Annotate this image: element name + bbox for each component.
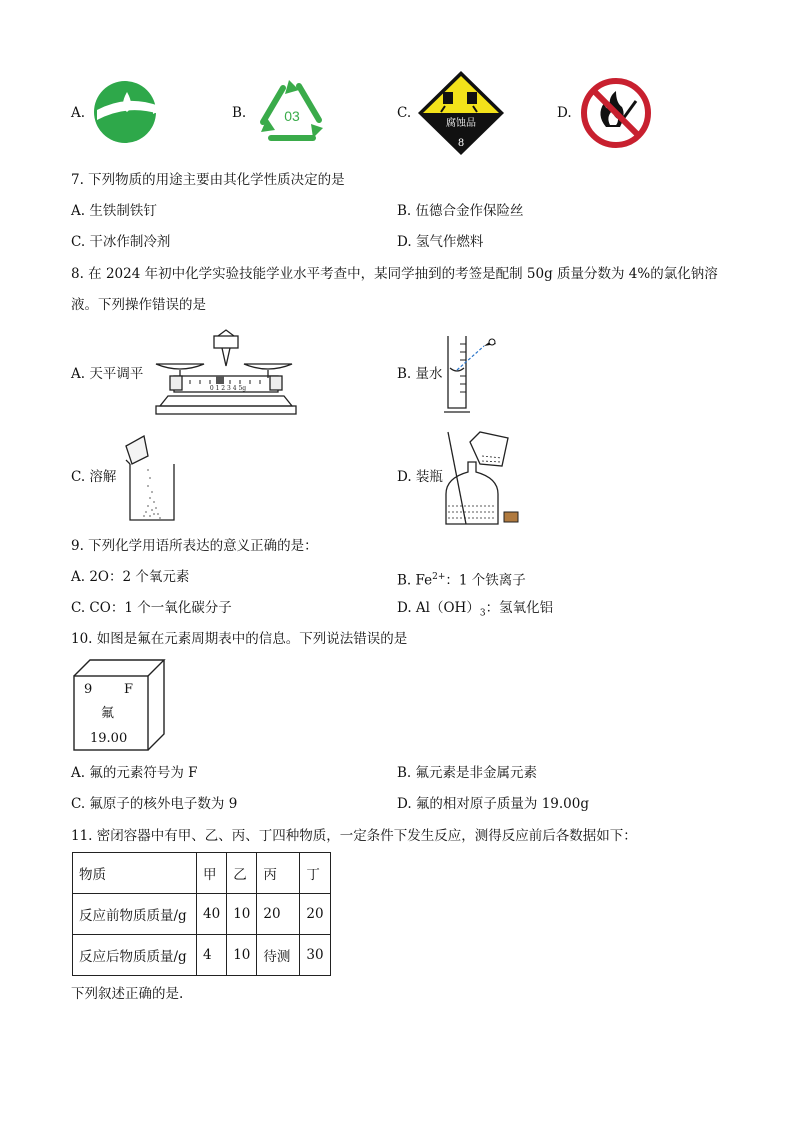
table-cell: 10 [227,894,257,935]
q11-footer: 下列叙述正确的是. [71,986,184,1002]
q10-option-a: A. 氟的元素符号为 F [71,765,198,781]
table-row [73,935,331,976]
recycle-code: 03 [284,108,300,124]
q9-option-b: B. $Fe^{2+}$：1 个铁离子 [397,572,526,589]
corrosive-sign-text: 腐蚀品 [446,118,476,129]
q6-option-a-letter: A. [71,105,86,121]
table-header-cell: 丙 [257,853,300,894]
element-name: 氟 [101,706,115,721]
q6-option-b-letter: B. [232,105,247,121]
table-cell: 反应前物质质量/g [73,894,197,935]
element-mass: 19.00 [90,731,128,746]
table-cell: 20 [300,894,330,935]
q7-option-c: C. 干冰作制冷剂 [71,234,171,250]
element-symbol: F [124,682,134,697]
q7-option-b: B. 伍德合金作保险丝 [397,203,524,219]
table-cell: 40 [197,894,227,935]
table-cell: 待测 [257,935,300,976]
corrosive-hazard-icon [417,70,505,156]
recycle-icon [253,76,331,148]
q6-option-c-letter: C. [397,105,412,121]
table-header-cell: 丁 [300,853,330,894]
beaker-dissolve-icon [118,434,190,526]
q7-stem: 7. 下列物质的用途主要由其化学性质决定的是 [71,172,345,188]
pouring-into-bottle-icon [440,428,530,528]
graduated-cylinder-icon [440,328,512,418]
q8-option-c: C. 溶解 [71,469,117,485]
q10-option-d: D. 氟的相对原子质量为 19.00g [397,796,590,812]
q8-option-d: D. 装瓶 [397,469,443,485]
q9-stem: 9. 下列化学用语所表达的意义正确的是： [71,538,318,554]
q9-option-c: C. CO：1 个一氧化碳分子 [71,600,232,616]
q7-option-a: A. 生铁制铁钉 [71,203,157,219]
no-open-flame-icon [580,77,652,149]
table-cell: 30 [300,935,330,976]
q8-option-b: B. 量水 [397,366,443,382]
q9-option-d: D. $Al(OH)_3$：氢氧化铝 [397,600,554,619]
balance-scale-label: 0 1 2 3 4 5g [209,385,247,392]
q8-option-a: A. 天平调平 [71,366,144,382]
table-cell: 反应后物质质量/g [73,935,197,976]
table-header-row [73,853,331,894]
q7-option-d: D. 氢气作燃料 [397,234,484,250]
table-header-cell: 物质 [73,853,197,894]
q10-stem: 10. 如图是氟在元素周期表中的信息。下列说法错误的是 [71,631,408,647]
q10-option-c: C. 氟原子的核外电子数为 9 [71,796,238,812]
table-cell: 4 [197,935,227,976]
q9-option-a: A. 2O：2 个氧元素 [71,569,190,585]
water-saving-logo-icon [93,80,161,144]
q6-option-d-letter: D. [557,105,572,121]
balance-scale-icon [150,326,302,418]
q8-stem-line1: 8. 在 2024 年初中化学实验技能学业水平考查中，某同学抽到的考签是配制 50g 质量分数为 4%的氯化钠溶 [71,266,718,282]
table-cell: 10 [227,935,257,976]
q11-stem: 11. 密闭容器中有甲、乙、丙、丁四种物质，一定条件下发生反应，测得反应前后各数据如下： [71,828,637,844]
table-header-cell: 乙 [227,853,257,894]
table-header-cell: 甲 [197,853,227,894]
element-atomic-number: 9 [84,682,93,697]
q11-data-table [72,852,331,976]
q10-option-b: B. 氟元素是非金属元素 [397,765,538,781]
table-row [73,894,331,935]
hazard-class-number: 8 [457,138,465,149]
table-cell: 20 [257,894,300,935]
q8-stem-line2: 液。下列操作错误的是 [71,297,206,313]
